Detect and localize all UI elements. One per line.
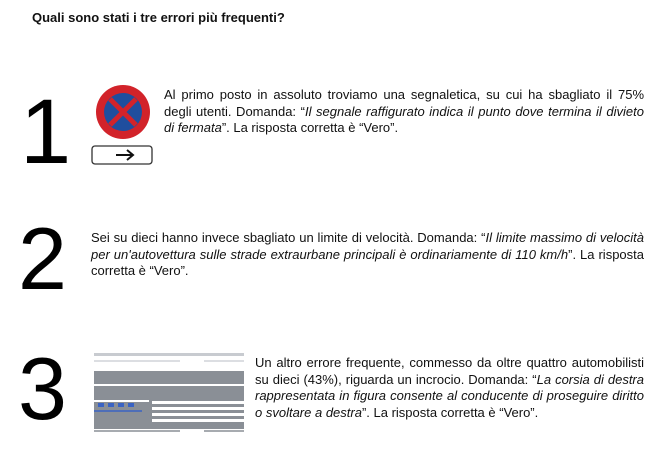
item-question-3: La corsia di destra rappresentata in figura consente al conducente di proseguire diritto o svoltare a destra: [255, 371, 644, 420]
item-number-1: 1: [20, 81, 72, 183]
intersection-lane-diagram-icon: [94, 353, 244, 465]
lower-sidewalk: [94, 429, 244, 465]
item-number-2: 2: [18, 209, 67, 308]
item-text-3: [255, 355, 644, 421]
item-text-1-intro: Al primo posto in assoluto troviamo una segnaletica, su cui ha sbagliato il 75% degli utenti. Domanda: “: [164, 87, 644, 119]
item-text-1: [164, 87, 644, 137]
page-title: Quali sono stati i tre errori più frequenti?: [32, 10, 285, 25]
item-text-3-intro: Un altro errore frequente, commesso da oltre quattro automobilisti su dieci (43%), riguarda un incrocio. Domanda: “: [255, 355, 644, 387]
top-curb: [94, 353, 244, 356]
item-question-2: Il limite massimo di velocità per un'autovettura sulle strade extraurbane principali è ordinariamente di 110 km/h: [91, 230, 644, 262]
item-number-3: 3: [18, 339, 67, 438]
item-question-1: Il segnale raffigurato indica il punto dove termina il divieto di fermata: [164, 103, 644, 135]
item-text-1-answer: ”. La risposta corretta è “Vero”.: [221, 120, 399, 135]
item-text-2: [91, 230, 644, 280]
no-stopping-sign-with-arrow-plate-icon: [88, 82, 158, 168]
item-text-3-answer: ”. La risposta corretta è “Vero”.: [361, 404, 539, 420]
item-text-2-intro: Sei su dieci hanno invece sbagliato un limite di velocità. Domanda: “: [91, 230, 486, 245]
item-text-2-answer: ”. La risposta corretta è “Vero”.: [91, 246, 644, 278]
